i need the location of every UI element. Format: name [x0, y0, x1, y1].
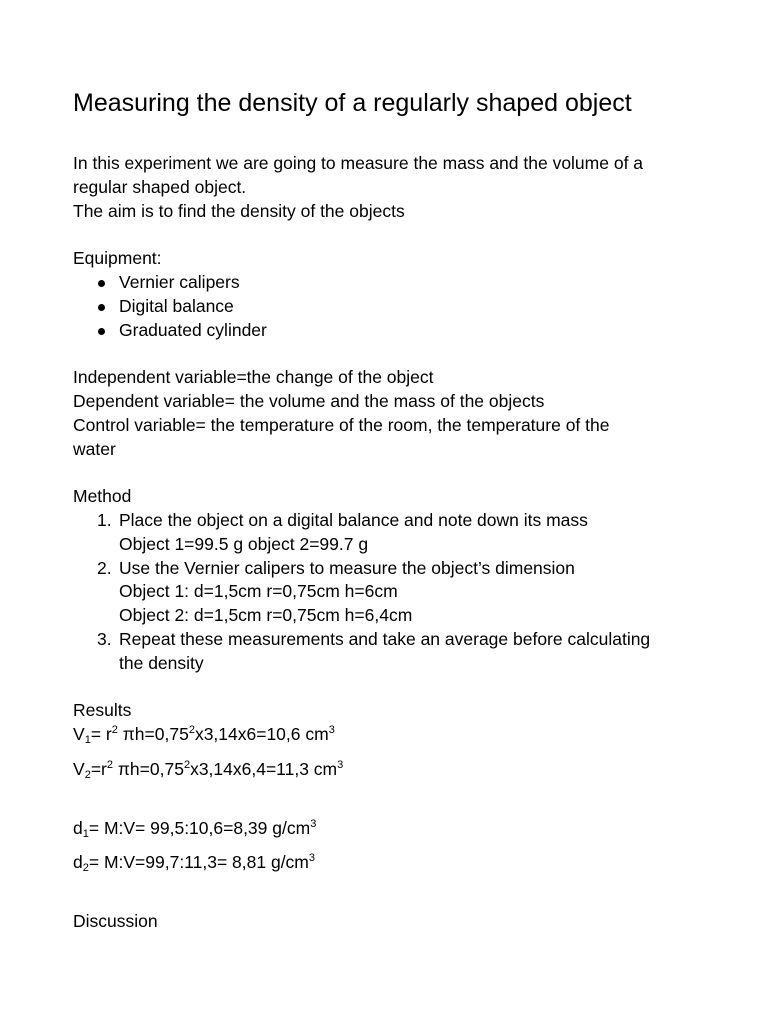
intro-line-2: regular shaped object.	[73, 176, 247, 197]
density-1-equation: $d_1=$ M:V= 99,5:10,6=8,39 $g/cm^3$	[73, 817, 317, 840]
equipment-list	[73, 271, 713, 342]
density-2-equation: $d_2=$ M:V=99,7:11,3= 8,81 $g/cm^3$	[73, 852, 316, 875]
equipment-item	[73, 319, 713, 343]
method-heading: Method	[73, 486, 132, 507]
volume-2-equation: $V_2=r^2$ $\pi h=0,75^2x3,14x6,4=11,3$ $cm^3$	[73, 758, 344, 781]
equipment-item-label: Vernier calipers	[119, 271, 240, 292]
step-number: 3.	[97, 628, 112, 649]
dependent-variable: Dependent variable= the volume and the mass of the objects	[73, 390, 545, 411]
results-heading: Results	[73, 700, 132, 721]
control-variable-line-2: water	[73, 438, 116, 459]
step-text: Repeat these measurements and take an average before calculating	[119, 628, 651, 649]
independent-variable: Independent variable=the change of the object	[73, 367, 434, 388]
document-body	[73, 152, 713, 934]
bullet-icon	[98, 328, 105, 335]
method-steps	[73, 509, 713, 676]
method-step	[73, 628, 713, 676]
method-step	[73, 557, 713, 628]
method-step	[73, 509, 713, 557]
equipment-item-label: Graduated cylinder	[119, 319, 267, 340]
discussion-heading: Discussion	[73, 910, 158, 931]
step-number: 1.	[97, 509, 112, 530]
equipment-item	[73, 295, 713, 319]
control-variable-line-1: Control variable= the temperature of the room, the temperature of the	[73, 414, 610, 435]
aim-line: The aim is to find the density of the objects	[73, 200, 405, 221]
step-text: the density	[119, 652, 204, 673]
equipment-item	[73, 271, 713, 295]
step-detail: Object 2: d=1,5cm r=0,75cm h=6,4cm	[119, 605, 413, 626]
intro-line-1: In this experiment we are going to measure the mass and the volume of a	[73, 153, 644, 173]
equipment-heading: Equipment:	[73, 248, 162, 269]
document-title: Measuring the density of a regularly shaped object	[73, 89, 632, 117]
step-detail: Object 1: d=1,5cm r=0,75cm h=6cm	[119, 581, 398, 602]
step-detail: Object 1=99.5 g object 2=99.7 g	[119, 533, 369, 554]
step-text: Use the Vernier calipers to measure the object’s dimension	[119, 557, 575, 578]
step-text: Place the object on a digital balance and note down its mass	[119, 509, 588, 530]
step-number: 2.	[97, 557, 112, 578]
volume-1-equation: $V_1= r^2$ $\pi h=0,75^2x3,14x6=10,6$ $cm^3$	[73, 724, 335, 747]
bullet-icon	[98, 304, 105, 311]
bullet-icon	[98, 280, 105, 287]
equipment-item-label: Digital balance	[119, 295, 234, 316]
